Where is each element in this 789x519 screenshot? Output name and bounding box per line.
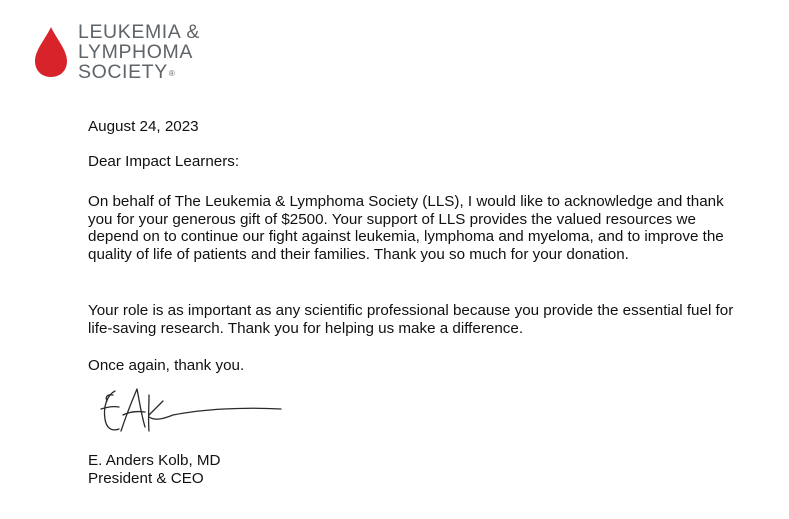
logo-wordmark bbox=[78, 22, 200, 82]
letter-paragraph-2: Your role is as important as any scientific professional because you provide the essential fuel for life-saving research. Thank you for helping us make a difference. bbox=[88, 302, 734, 337]
lls-logo bbox=[34, 22, 234, 86]
letter-salutation: Dear Impact Learners: bbox=[88, 153, 240, 170]
blood-drop-icon bbox=[34, 26, 68, 78]
letter-date: August 24, 2023 bbox=[88, 118, 199, 135]
letter-closing: Once again, thank you. bbox=[88, 357, 245, 374]
logo-line-3 bbox=[78, 62, 200, 82]
logo-line-1: LEUKEMIA & bbox=[78, 21, 200, 43]
handwritten-signature bbox=[93, 385, 285, 441]
letter-paragraph-1: On behalf of The Leukemia & Lymphoma Society (LLS), I would like to acknowledge and thank you for your generous gift of $2500. Your support of LLS provides the valued resources we depend on to continue our fight against leukemia, lymphoma and myeloma, and to improve the quality of life of patients and their families. Thank you so much for your donation. bbox=[88, 193, 724, 263]
signer-title: President & CEO bbox=[88, 470, 204, 487]
logo-line-3-text: SOCIETY bbox=[78, 61, 168, 83]
logo-line-2: LYMPHOMA bbox=[78, 41, 193, 63]
registered-mark: ® bbox=[168, 69, 176, 78]
signer-name: E. Anders Kolb, MD bbox=[88, 452, 221, 469]
